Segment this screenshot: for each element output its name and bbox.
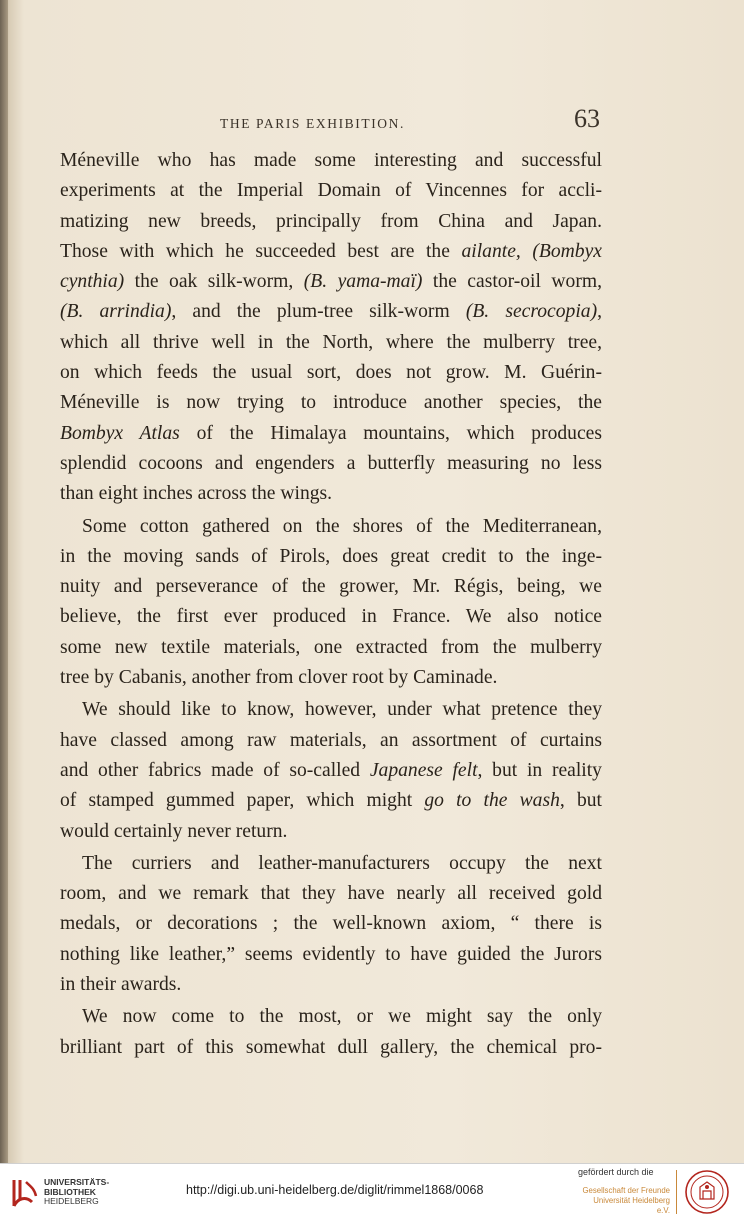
- text-line: of stamped gummed paper, which might go to the wash, but: [60, 790, 602, 812]
- text-line: (B. arrindia), and the plum-tree silk-worm (B. secrocopia),: [60, 301, 602, 323]
- text-line: and other fabrics made of so-called Japanese felt, but in reality: [60, 759, 602, 781]
- text-line: have classed among raw materials, an assortment of curtains: [60, 729, 602, 751]
- text-line: Some cotton gathered on the shores of the Mediterranean,: [82, 515, 602, 537]
- text-line: medals, or decorations ; the well-known axiom, “ there is: [60, 913, 602, 935]
- text-line: believe, the first ever produced in France. We also notice: [60, 606, 602, 628]
- text-line: nuity and perseverance of the grower, Mr. Régis, being, we: [60, 576, 602, 598]
- text-line: We now come to the most, or we might say the only: [82, 1006, 602, 1028]
- text-line: tree by Cabanis, another from clover root by Caminade.: [60, 667, 498, 689]
- text-line: We should like to know, however, under what pretence they: [82, 699, 602, 721]
- text-line: would certainly never return.: [60, 820, 288, 842]
- page-header: [60, 104, 600, 144]
- text-line: Bombyx Atlas of the Himalaya mountains, which produces: [60, 422, 603, 444]
- text-line: cynthia) the oak silk-worm, (B. yama-maï) the castor-oil worm,: [60, 271, 602, 293]
- text-line: in the moving sands of Pirols, does great credit to the inge-: [60, 545, 602, 567]
- text-line: Méneville who has made some interesting and successful: [60, 150, 602, 171]
- body-text: [60, 146, 602, 1063]
- society-name: Gesellschaft der Freunde Universität Heidelberg e.V.: [582, 1186, 670, 1215]
- university-seal-icon: [684, 1169, 730, 1215]
- footer-divider: [676, 1170, 677, 1214]
- text-line: some new textile materials, one extracted from the mulberry: [60, 636, 602, 658]
- university-library-name: UNIVERSITÄTS- BIBLIOTHEK HEIDELBERG: [44, 1177, 110, 1206]
- university-library-logo-icon: [8, 1176, 40, 1210]
- book-spine-shadow: [0, 0, 8, 1163]
- text-line: experiments at the Imperial Domain of Vincennes for accli-: [60, 180, 602, 202]
- viewer-footer: [0, 1163, 744, 1219]
- text-line: than eight inches across the wings.: [60, 483, 333, 505]
- permalink-url[interactable]: http://digi.ub.uni-heidelberg.de/diglit/rimmel1868/0068: [186, 1183, 484, 1197]
- text-line: Méneville is now trying to introduce another species, the: [60, 392, 602, 414]
- text-line: splendid cocoons and engenders a butterfly measuring no less: [60, 452, 602, 474]
- text-line: matizing new breeds, principally from China and Japan.: [60, 210, 602, 232]
- page-number: 63: [574, 104, 600, 133]
- text-line: on which feeds the usual sort, does not grow. M. Guérin-: [60, 362, 602, 384]
- text-line: in their awards.: [60, 974, 182, 996]
- text-line: Those with which he succeeded best are the ailante, (Bombyx: [60, 240, 602, 262]
- text-line: room, and we remark that they have nearly all received gold: [60, 883, 602, 905]
- text-line: The curriers and leather-manufacturers occupy the next: [82, 852, 602, 874]
- text-line: brilliant part of this somewhat dull gallery, the chemical pro-: [60, 1036, 602, 1058]
- text-line: which all thrive well in the North, where the mulberry tree,: [60, 331, 602, 353]
- text-line: nothing like leather,” seems evidently to have guided the Jurors: [60, 943, 602, 965]
- funded-by-label: gefördert durch die: [578, 1167, 654, 1177]
- running-head: THE PARIS EXHIBITION.: [220, 116, 405, 131]
